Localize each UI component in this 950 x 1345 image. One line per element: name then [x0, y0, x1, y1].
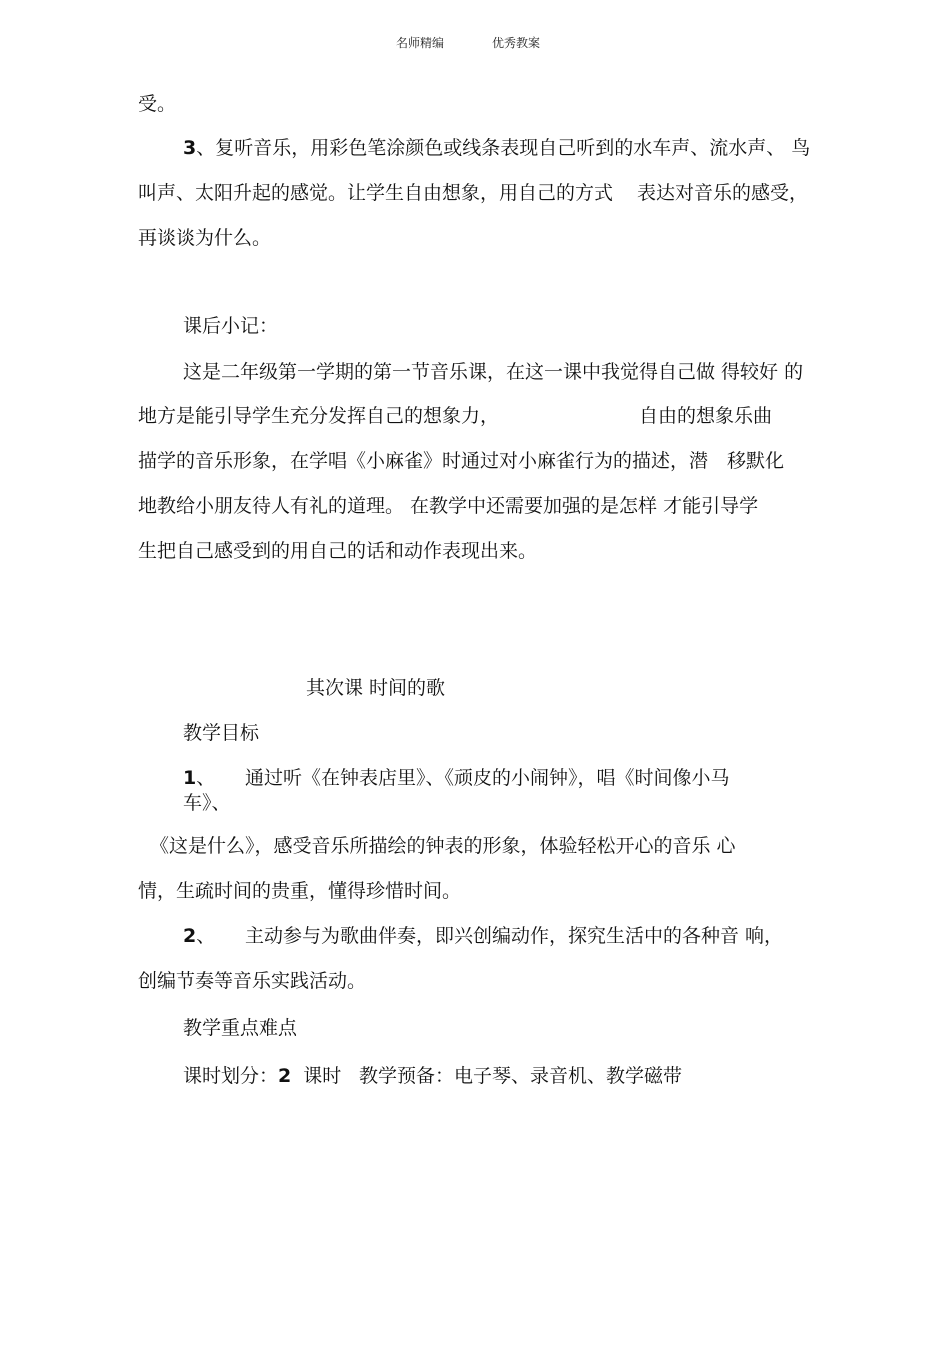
goal2-text: 主动参与为歌曲伴奏，即兴创编动作，探究生活中的各种音 响， — [245, 925, 784, 947]
intro-tail: 受。 — [138, 93, 177, 115]
goal1-line1 — [183, 766, 215, 790]
item3-line2b: 表达对音乐的感受， — [637, 182, 809, 204]
goal2-line1 — [183, 924, 215, 948]
goal1-line3: 情，生疏时间的贵重，懂得珍惜时间。 — [138, 880, 462, 902]
hours-number: 2 — [278, 1065, 292, 1087]
notes-line3b: 移默化 — [727, 450, 785, 472]
goal2-separator: 、 — [196, 925, 216, 947]
notes-title: 课后小记： — [183, 315, 279, 337]
notes-line2b: 自由的想象乐曲 — [639, 405, 773, 427]
preparation: 教学预备：电子琴、录音机、教学磁带 — [359, 1065, 683, 1087]
hours-unit: 课时 — [303, 1065, 342, 1087]
header-right: 优秀教案 — [492, 36, 541, 50]
lesson-title: 其次课 时间的歌 — [306, 677, 446, 699]
notes-line3a: 描学的音乐形象，在学唱《小麻雀》时通过对小麻雀行为的描述，潜 — [138, 450, 709, 472]
item3-text: 、复听音乐，用彩色笔涂颜色或线条表现自己听到的水车声、流水声、 鸟 — [196, 137, 811, 159]
goal1-line2: 《这是什么》，感受音乐所描绘的钟表的形象，体验轻松开心的音乐 心 — [150, 835, 736, 857]
notes-line5: 生把自己感受到的用自己的话和动作表现出来。 — [138, 540, 538, 562]
goal2-number: 2 — [183, 925, 197, 947]
item3-line3: 再谈谈为什么。 — [138, 227, 272, 249]
notes-line2a: 地方是能引导学生充分发挥自己的想象力， — [138, 405, 500, 427]
goal2-line2: 创编节奏等音乐实践活动。 — [138, 970, 367, 992]
hours-label: 课时划分： — [183, 1065, 279, 1087]
notes-line1: 这是二年级第一学期的第一节音乐课，在这一课中我觉得自己做 得较好 的 — [183, 361, 804, 383]
item3-line2: 叫声、太阳升起的感觉。让学生自由想象，用自己的方式 — [138, 182, 614, 204]
notes-line4: 地教给小朋友待人有礼的道理。 在教学中还需要加强的是怎样 才能引导学 — [138, 495, 759, 517]
goal1-continued: 车》、 — [183, 792, 231, 814]
goal1-number: 1 — [183, 767, 197, 789]
header-left: 名师精编 — [396, 36, 445, 50]
goal1-separator: 、 — [196, 767, 216, 789]
item3-line1 — [183, 136, 810, 160]
key-points-title: 教学重点难点 — [183, 1017, 298, 1039]
item3-number: 3 — [183, 137, 197, 159]
goal1-text: 通过听《在钟表店里》、《顽皮的小闹钟》，唱《时间像小马 — [245, 767, 730, 789]
goals-title: 教学目标 — [183, 722, 260, 744]
schedule-line — [183, 1064, 341, 1088]
